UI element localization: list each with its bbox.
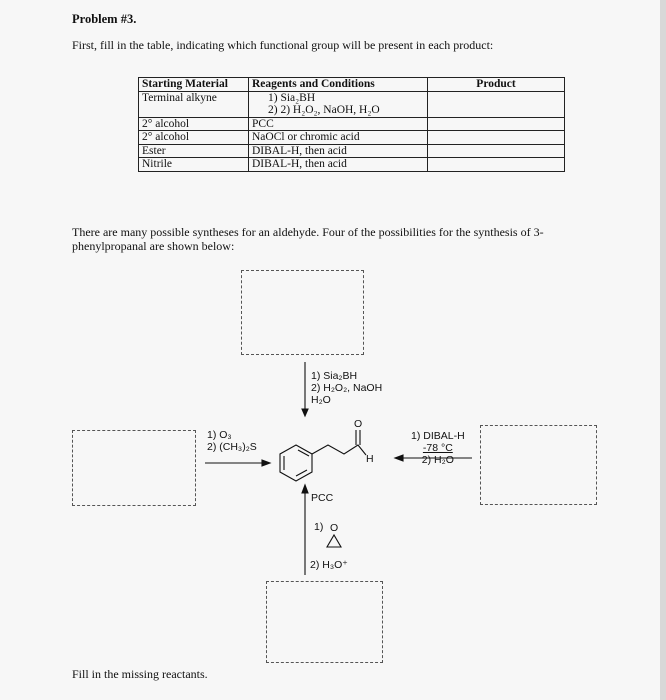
reagent-line: H₂O bbox=[311, 394, 331, 406]
reagent-line: 2) H₂O₂, NaOH bbox=[311, 382, 383, 394]
reagent-line: 1) DIBAL-H bbox=[411, 430, 465, 442]
footer-instruction: Fill in the missing reactants. bbox=[72, 667, 208, 681]
alkyl-chain bbox=[312, 445, 366, 455]
epoxide-ring-icon bbox=[327, 535, 341, 547]
reagents-left bbox=[207, 429, 257, 453]
reagent-bottom-step1: 1) bbox=[314, 521, 324, 533]
header-product: Product bbox=[428, 78, 565, 92]
arrow-top-head bbox=[302, 409, 308, 416]
arrow-right-head bbox=[395, 455, 403, 461]
reagent-bottom-pcc: PCC bbox=[311, 492, 334, 504]
reagent-line: -78 °C bbox=[422, 442, 453, 454]
reagent-line: 1) Sia₂BH bbox=[268, 91, 316, 104]
reagent-line: 2) (CH₃)₂S bbox=[207, 441, 257, 453]
reagent-cell: PCC bbox=[249, 117, 428, 131]
table-instructions: First, fill in the table, indicating which functional group will be present in each product: bbox=[72, 38, 494, 52]
reagent-line: 2) 2) H₂O₂, NaOH, H₂O bbox=[268, 104, 380, 116]
reagent-cell: DIBAL-H, then acid bbox=[249, 144, 428, 158]
header-reagents: Reagents and Conditions bbox=[249, 78, 428, 92]
aldehyde-hydrogen-label: H bbox=[366, 453, 374, 465]
start-cell: 2° alcohol bbox=[139, 117, 249, 131]
arrow-left-head bbox=[262, 460, 270, 466]
start-cell: 2° alcohol bbox=[139, 131, 249, 145]
benzene-double-bond bbox=[296, 470, 307, 476]
reagent-line: 1) O₃ bbox=[207, 429, 232, 441]
start-cell: Ester bbox=[139, 144, 249, 158]
reagents-top bbox=[311, 370, 382, 406]
reagent-cell: DIBAL-H, then acid bbox=[249, 158, 428, 172]
reagent-bottom-step2: 2) H₃O⁺ bbox=[310, 559, 348, 571]
reagents-right bbox=[411, 430, 465, 466]
arrow-bottom-head bbox=[302, 485, 308, 493]
reagent-line: 1) Sia₂BH bbox=[311, 370, 358, 382]
epoxide-oxygen-label: O bbox=[330, 522, 339, 534]
carbonyl-oxygen-label: O bbox=[354, 418, 363, 430]
synthesis-paragraph: There are many possible syntheses for an aldehyde. Four of the possibilities for the synthesis of 3-phenylpropanal are shown below: bbox=[72, 225, 544, 253]
problem-title: Problem #3. bbox=[72, 12, 137, 26]
reagent-line: 2) H₂O bbox=[421, 454, 454, 466]
reagent-cell: NaOCl or chromic acid bbox=[249, 131, 428, 145]
header-starting-material: Starting Material bbox=[139, 78, 249, 92]
start-cell: Nitrile bbox=[139, 158, 249, 172]
start-cell: Terminal alkyne bbox=[139, 91, 249, 117]
